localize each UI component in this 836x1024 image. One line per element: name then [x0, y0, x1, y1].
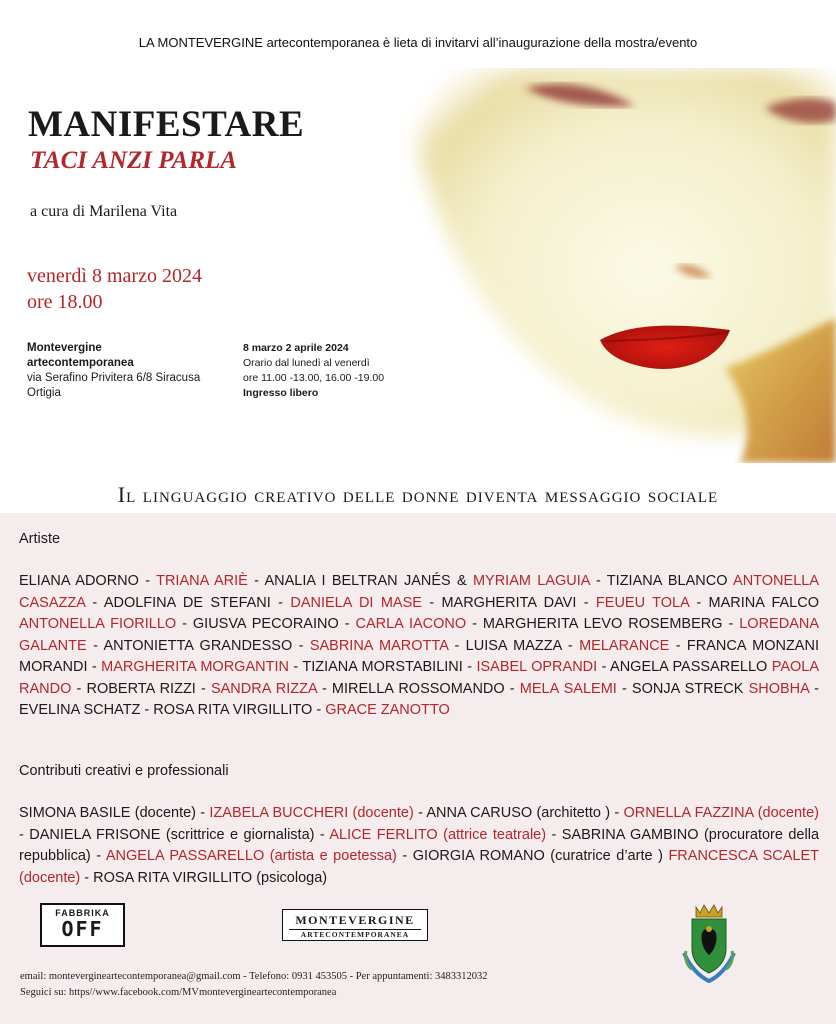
event-time: ore 18.00 [27, 291, 103, 313]
name-text: - LUISA MAZZA - [448, 637, 580, 654]
footer-contacts: email: montevergineartecontemporanea@gmail.com - Telefono: 0931 453505 - Per appuntamenti: 3483312032 [20, 971, 488, 982]
highlighted-name: ANTONELLA FIORILLO [19, 616, 177, 632]
highlighted-name: GRACE ZANOTTO [325, 702, 450, 718]
name-text: - FRANCA MONZANI MORANDI - [19, 637, 819, 675]
montevergine-logo-line1: MONTEVERGINE [295, 913, 415, 927]
opening-hours-block [243, 341, 384, 401]
highlighted-name: PAOLA RANDO [19, 659, 819, 697]
name-text: - MARINA FALCO [688, 594, 819, 611]
highlighted-name: FEUEU TOLA [595, 594, 689, 611]
name-text: - ADOLFINA DE STEFANI - [85, 594, 291, 611]
highlighted-name: LOREDANA GALANTE [19, 616, 820, 654]
name-text: - ANALIA I BELTRAN JANÉS & [247, 573, 473, 589]
exhibition-title: MANIFESTARE [28, 104, 305, 145]
highlighted-name: MARGHERITA MORGANTIN [101, 659, 289, 675]
name-text: - GIORGIA ROMANO (curatrice d’arte ) [396, 848, 669, 864]
name-text: - ROBERTA RIZZI - [71, 680, 211, 697]
city-crest-icon [680, 903, 738, 983]
exhibition-subtitle: TACI ANZI PARLA [30, 147, 237, 174]
highlighted-name: MYRIAM LAGUIA [472, 573, 590, 589]
highlighted-name: SHOBHA [748, 680, 809, 697]
opening-times: ore 11.00 -13.00, 16.00 -19.00 [243, 372, 385, 384]
venue-block [27, 341, 200, 401]
venue-name-1: Montevergine [27, 342, 102, 354]
name-text: - MARGHERITA DAVI - [421, 594, 596, 611]
highlighted-name: ALICE FERLITO (attrice teatrale) [329, 826, 547, 843]
free-entry: Ingresso libero [243, 387, 319, 399]
venue-name-2: artecontemporanea [27, 357, 134, 369]
name-text: - ROSA RITA VIRGILLITO (psicologa) [80, 869, 328, 886]
name-text: - TIZIANA BLANCO [589, 573, 734, 589]
highlighted-name: ANGELA PASSARELLO (artista e poetessa) [105, 848, 397, 864]
event-date: venerdì 8 marzo 2024 [27, 265, 202, 287]
highlighted-name: ANTONELLA CASAZZA [19, 573, 819, 611]
highlighted-name: ISABEL OPRANDI [476, 659, 598, 675]
contributors-list [19, 803, 819, 889]
name-text: - ANTONIETTA GRANDESSO - [86, 637, 310, 654]
name-text: - MARGHERITA LEVO ROSEMBERG - [466, 616, 740, 632]
montevergine-logo-line2: ARTECONTEMPORANEA [289, 929, 421, 939]
name-text: - TIZIANA MORSTABILINI - [288, 659, 477, 675]
venue-area: Ortigia [27, 387, 61, 399]
name-text: - EVELINA SCHATZ - ROSA RITA VIRGILLITO - [19, 680, 819, 718]
highlighted-name: TRIANA ARIÈ [156, 573, 248, 589]
highlighted-name: SABRINA MAROTTA [309, 637, 449, 654]
exhibition-period: 8 marzo 2 aprile 2024 [243, 342, 349, 354]
name-text: - MIRELLA ROSSOMANDO - [316, 680, 520, 697]
highlighted-name: FRANCESCA SCALET (docente) [19, 848, 820, 886]
name-text: - ANNA CARUSO (architetto ) - [413, 805, 624, 821]
fabbrika-off-logo [40, 903, 125, 947]
name-text: - DANIELA FRISONE (scrittrice e giornalista) - [19, 826, 330, 843]
montevergine-logo [282, 909, 428, 941]
highlighted-name: CARLA IACONO [355, 616, 467, 632]
highlighted-name: DANIELA DI MASE [290, 594, 422, 611]
footer-social: Seguici su: https//www.facebook.com/MVmontevergineartecontemporanea [20, 987, 337, 998]
name-text: - SABRINA GAMBINO (procuratore della repubblica) - [19, 826, 820, 864]
fabbrika-logo-text: FABBRIKA [55, 908, 110, 918]
highlighted-name: ORNELLA FAZZINA (docente) [623, 805, 819, 821]
event-date-block [27, 263, 202, 315]
face-artwork-image [395, 68, 836, 463]
name-text: - SONJA STRECK [616, 680, 749, 697]
artists-list [19, 571, 819, 722]
off-logo-text: OFF [61, 917, 104, 941]
highlighted-name: SANDRA RIZZA [210, 680, 317, 697]
highlighted-name: MELARANCE [579, 637, 670, 654]
venue-address: via Serafino Privitera 6/8 Siracusa [27, 372, 201, 384]
name-text: ELIANA ADORNO - [19, 573, 157, 589]
highlighted-name: MELA SALEMI [519, 680, 617, 697]
name-text: - ANGELA PASSARELLO [597, 659, 772, 675]
curator-line: a cura di Marilena Vita [30, 203, 178, 220]
name-text: - GIUSVA PECORAINO - [176, 616, 356, 632]
artists-heading: Artiste [19, 531, 61, 547]
name-text: SIMONA BASILE (docente) - [19, 805, 210, 821]
highlighted-name: IZABELA BUCCHERI (docente) [209, 805, 414, 821]
tagline: Il linguaggio creativo delle donne diventa messaggio sociale [117, 482, 719, 507]
opening-days: Orario dal lunedì al venerdì [243, 357, 370, 369]
contributors-heading: Contributi creativi e professionali [19, 763, 229, 779]
invitation-intro: LA MONTEVERGINE artecontemporanea è lieta di invitarvi all’inaugurazione della mostra/evento [138, 35, 698, 50]
